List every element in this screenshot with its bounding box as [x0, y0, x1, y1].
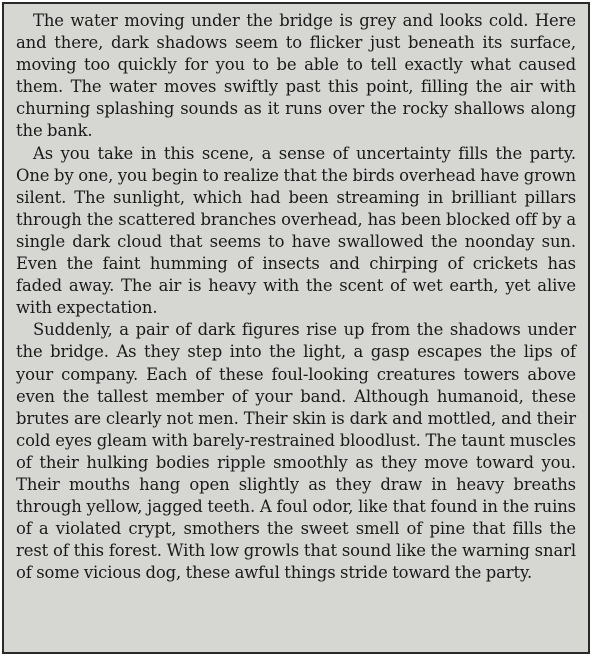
paragraph-river: The water moving under the bridge is grey and looks cold. Here and there, dark shadows seem to flicker just beneath its surface, moving too quickly for you to be able to tell exactly what caused them. The water moves swiftly past this point, filling the air with churning splashing sounds as it runs over the rocky shallows along the bank. [16, 11, 576, 141]
paragraph-silence: As you take in this scene, a sense of uncertainty fills the party. One by one, you begin to realize that the birds overhead have grown silent. The sunlight, which had been streaming in brilliant pillars through the scattered branches overhead, has been blocked off by a single dark cloud that seems to have swallowed the noonday sun. Even the faint humming of insects and chirping of crickets has faded away. The air is heavy with the scent of wet earth, yet alive with expectation. [16, 143, 576, 318]
read-aloud-box [2, 2, 590, 654]
paragraph-creatures: Suddenly, a pair of dark figures rise up from the shadows under the bridge. As they step into the light, a gasp escapes the lips of your company. Each of these foul-looking creatures towers above even the tallest member of your band. Although humanoid, these brutes are clearly not men. Their skin is dark and mottled, and their cold eyes gleam with barely-restrained bloodlust. The taunt muscles of their hulking bodies ripple smoothly as they move toward you. Their mouths hang open slightly as they draw in heavy breaths through yellow, jagged teeth. A foul odor, like that found in the ruins of a violated crypt, smothers the sweet smell of pine that fills the rest of this forest. With low growls that sound like the warning snarl of some vicious dog, these awful things stride toward the party. [16, 320, 576, 583]
